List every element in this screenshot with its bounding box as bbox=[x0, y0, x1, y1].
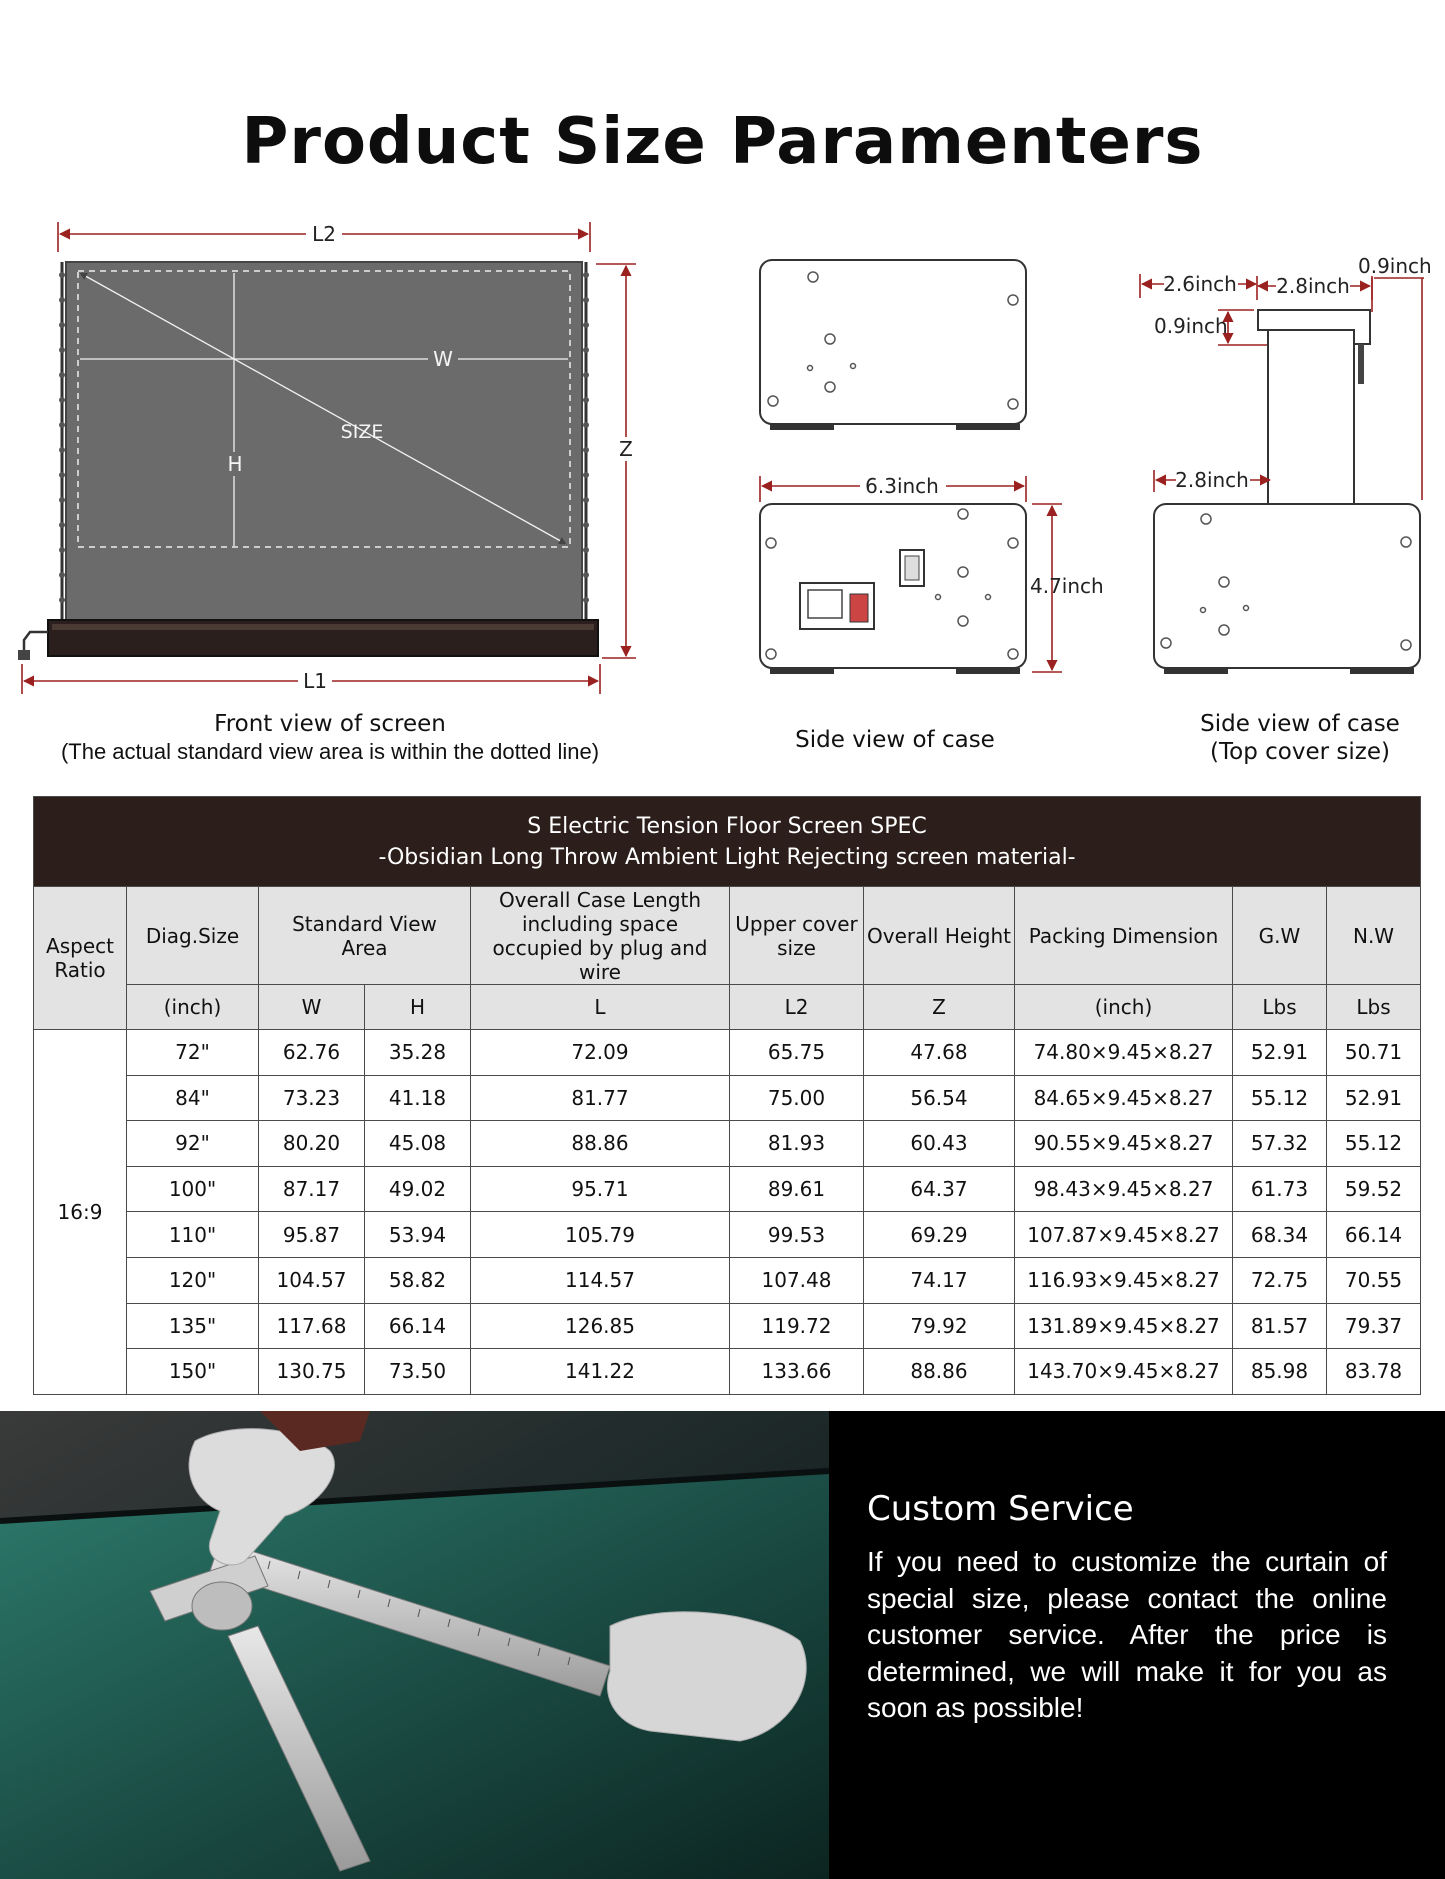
cell-l: 105.79 bbox=[471, 1212, 730, 1258]
cell-l2: 81.93 bbox=[730, 1121, 864, 1167]
cell-nw: 59.52 bbox=[1327, 1166, 1421, 1212]
header-overall-case-length: Overall Case Length including space occupied by plug and wire bbox=[471, 887, 730, 985]
cell-packing: 116.93×9.45×8.27 bbox=[1015, 1257, 1233, 1303]
cell-diag: 100" bbox=[127, 1166, 259, 1212]
spec-table-title bbox=[34, 797, 1421, 887]
dim-d-label: 0.9inch bbox=[1154, 314, 1228, 338]
side-view-case bbox=[760, 260, 1104, 674]
cell-z: 79.92 bbox=[864, 1303, 1015, 1349]
subheader-row bbox=[34, 985, 1421, 1030]
front-view-title: Front view of screen bbox=[214, 711, 446, 737]
cell-packing: 107.87×9.45×8.27 bbox=[1015, 1212, 1233, 1258]
cell-z: 47.68 bbox=[864, 1030, 1015, 1076]
cell-z: 69.29 bbox=[864, 1212, 1015, 1258]
cell-l: 141.22 bbox=[471, 1349, 730, 1395]
cell-packing: 90.55×9.45×8.27 bbox=[1015, 1121, 1233, 1167]
cell-diag: 135" bbox=[127, 1303, 259, 1349]
cell-nw: 79.37 bbox=[1327, 1303, 1421, 1349]
cell-h: 49.02 bbox=[365, 1166, 471, 1212]
front-view-note: (The actual standard view area is within the dotted line) bbox=[60, 739, 600, 764]
cell-gw: 85.98 bbox=[1233, 1349, 1327, 1395]
dim-c-label: 0.9inch bbox=[1358, 254, 1432, 278]
cell-gw: 61.73 bbox=[1233, 1166, 1327, 1212]
w-label: W bbox=[433, 347, 453, 371]
table-row bbox=[34, 1075, 1421, 1121]
subheader-diag: (inch) bbox=[127, 985, 259, 1030]
table-row bbox=[34, 1257, 1421, 1303]
cell-diag: 72" bbox=[127, 1030, 259, 1076]
spec-title-line1: S Electric Tension Floor Screen SPEC bbox=[527, 813, 927, 839]
size-label: SIZE bbox=[340, 421, 384, 443]
cell-packing: 84.65×9.45×8.27 bbox=[1015, 1075, 1233, 1121]
header-row bbox=[34, 887, 1421, 985]
cell-z: 60.43 bbox=[864, 1121, 1015, 1167]
cell-w: 73.23 bbox=[259, 1075, 365, 1121]
spec-title-line2: -Obsidian Long Throw Ambient Light Rejecting screen material- bbox=[378, 844, 1076, 870]
table-row bbox=[34, 1121, 1421, 1167]
top-cover-title: Side view of case bbox=[1200, 711, 1400, 737]
page-title: Product Size Paramenters bbox=[241, 105, 1204, 179]
cell-l2: 133.66 bbox=[730, 1349, 864, 1395]
cell-gw: 81.57 bbox=[1233, 1303, 1327, 1349]
side-height-label: 4.7inch bbox=[1030, 574, 1104, 598]
table-row bbox=[34, 1349, 1421, 1395]
cell-nw: 50.71 bbox=[1327, 1030, 1421, 1076]
top-cover-view bbox=[1140, 254, 1432, 674]
cell-w: 95.87 bbox=[259, 1212, 365, 1258]
spec-table bbox=[33, 796, 1421, 1395]
cell-gw: 72.75 bbox=[1233, 1257, 1327, 1303]
spec-table-body bbox=[34, 1030, 1421, 1395]
cell-gw: 68.34 bbox=[1233, 1212, 1327, 1258]
cell-packing: 131.89×9.45×8.27 bbox=[1015, 1303, 1233, 1349]
cell-packing: 98.43×9.45×8.27 bbox=[1015, 1166, 1233, 1212]
front-view-caption bbox=[15, 711, 645, 765]
cell-h: 58.82 bbox=[365, 1257, 471, 1303]
header-diag-size: Diag.Size bbox=[127, 887, 259, 985]
cell-l: 114.57 bbox=[471, 1257, 730, 1303]
cell-w: 87.17 bbox=[259, 1166, 365, 1212]
header-packing-dimension: Packing Dimension bbox=[1015, 887, 1233, 985]
header-aspect-ratio: Aspect Ratio bbox=[34, 887, 127, 1030]
cell-nw: 55.12 bbox=[1327, 1121, 1421, 1167]
cell-diag: 92" bbox=[127, 1121, 259, 1167]
cell-packing: 74.80×9.45×8.27 bbox=[1015, 1030, 1233, 1076]
cell-nw: 66.14 bbox=[1327, 1212, 1421, 1258]
front-view-screen bbox=[18, 222, 638, 694]
custom-service-body: If you need to customize the curtain of special size, please contact the online customer service. After the price is determined, we will make it for you as soon as possible! bbox=[867, 1546, 1387, 1723]
cell-nw: 83.78 bbox=[1327, 1349, 1421, 1395]
cell-h: 53.94 bbox=[365, 1212, 471, 1258]
subheader-gw: Lbs bbox=[1233, 985, 1327, 1030]
cell-gw: 55.12 bbox=[1233, 1075, 1327, 1121]
table-row bbox=[34, 1303, 1421, 1349]
cell-h: 73.50 bbox=[365, 1349, 471, 1395]
cell-nw: 70.55 bbox=[1327, 1257, 1421, 1303]
table-row bbox=[34, 1166, 1421, 1212]
cell-w: 80.20 bbox=[259, 1121, 365, 1167]
cell-l2: 89.61 bbox=[730, 1166, 864, 1212]
cell-l: 81.77 bbox=[471, 1075, 730, 1121]
cell-diag: 84" bbox=[127, 1075, 259, 1121]
dim-a-label: 2.6inch bbox=[1163, 272, 1237, 296]
cell-nw: 52.91 bbox=[1327, 1075, 1421, 1121]
subheader-h: H bbox=[365, 985, 471, 1030]
aspect-ratio-cell: 16:9 bbox=[34, 1030, 127, 1395]
side-view-caption bbox=[760, 727, 1030, 753]
dim-b-label: 2.8inch bbox=[1276, 274, 1350, 298]
cell-diag: 150" bbox=[127, 1349, 259, 1395]
custom-service-panel bbox=[829, 1411, 1445, 1879]
product-diagram bbox=[0, 200, 1445, 693]
cell-z: 74.17 bbox=[864, 1257, 1015, 1303]
cell-l2: 119.72 bbox=[730, 1303, 864, 1349]
cell-w: 117.68 bbox=[259, 1303, 365, 1349]
cell-h: 35.28 bbox=[365, 1030, 471, 1076]
header-overall-height: Overall Height bbox=[864, 887, 1015, 985]
cell-packing: 143.70×9.45×8.27 bbox=[1015, 1349, 1233, 1395]
cell-l: 126.85 bbox=[471, 1303, 730, 1349]
cell-gw: 52.91 bbox=[1233, 1030, 1327, 1076]
subheader-l: L bbox=[471, 985, 730, 1030]
cell-h: 66.14 bbox=[365, 1303, 471, 1349]
header-upper-cover-size: Upper cover size bbox=[730, 887, 864, 985]
cell-z: 88.86 bbox=[864, 1349, 1015, 1395]
top-cover-caption bbox=[1150, 711, 1445, 765]
cell-l2: 107.48 bbox=[730, 1257, 864, 1303]
dim-e-label: 2.8inch bbox=[1175, 468, 1249, 492]
cell-l: 95.71 bbox=[471, 1166, 730, 1212]
subheader-w: W bbox=[259, 985, 365, 1030]
side-view-title: Side view of case bbox=[795, 727, 995, 753]
subheader-l2: L2 bbox=[730, 985, 864, 1030]
subheader-packing: (inch) bbox=[1015, 985, 1233, 1030]
header-standard-view-area: Standard View Area bbox=[259, 887, 471, 985]
subheader-z: Z bbox=[864, 985, 1015, 1030]
cell-l2: 65.75 bbox=[730, 1030, 864, 1076]
subheader-nw: Lbs bbox=[1327, 985, 1421, 1030]
cell-h: 41.18 bbox=[365, 1075, 471, 1121]
cell-h: 45.08 bbox=[365, 1121, 471, 1167]
cell-gw: 57.32 bbox=[1233, 1121, 1327, 1167]
cell-z: 64.37 bbox=[864, 1166, 1015, 1212]
cell-l: 88.86 bbox=[471, 1121, 730, 1167]
top-cover-subtitle: (Top cover size) bbox=[1210, 739, 1390, 765]
cell-z: 56.54 bbox=[864, 1075, 1015, 1121]
header-nw: N.W bbox=[1327, 887, 1421, 985]
cell-diag: 120" bbox=[127, 1257, 259, 1303]
table-row bbox=[34, 1030, 1421, 1076]
measuring-photo bbox=[0, 1411, 829, 1879]
header-gw: G.W bbox=[1233, 887, 1327, 985]
custom-service-title: Custom Service bbox=[867, 1489, 1134, 1529]
z-label: Z bbox=[619, 437, 633, 461]
side-width-label: 6.3inch bbox=[865, 474, 939, 498]
cell-l: 72.09 bbox=[471, 1030, 730, 1076]
h-label: H bbox=[227, 452, 243, 476]
cell-w: 130.75 bbox=[259, 1349, 365, 1395]
measuring-tools-illustration bbox=[0, 1411, 829, 1879]
cell-l2: 99.53 bbox=[730, 1212, 864, 1258]
cell-l2: 75.00 bbox=[730, 1075, 864, 1121]
cell-w: 104.57 bbox=[259, 1257, 365, 1303]
cell-w: 62.76 bbox=[259, 1030, 365, 1076]
l2-label: L2 bbox=[312, 222, 336, 246]
spec-table-wrap bbox=[33, 796, 1420, 1395]
l1-label: L1 bbox=[303, 669, 327, 693]
cell-diag: 110" bbox=[127, 1212, 259, 1258]
table-row bbox=[34, 1212, 1421, 1258]
